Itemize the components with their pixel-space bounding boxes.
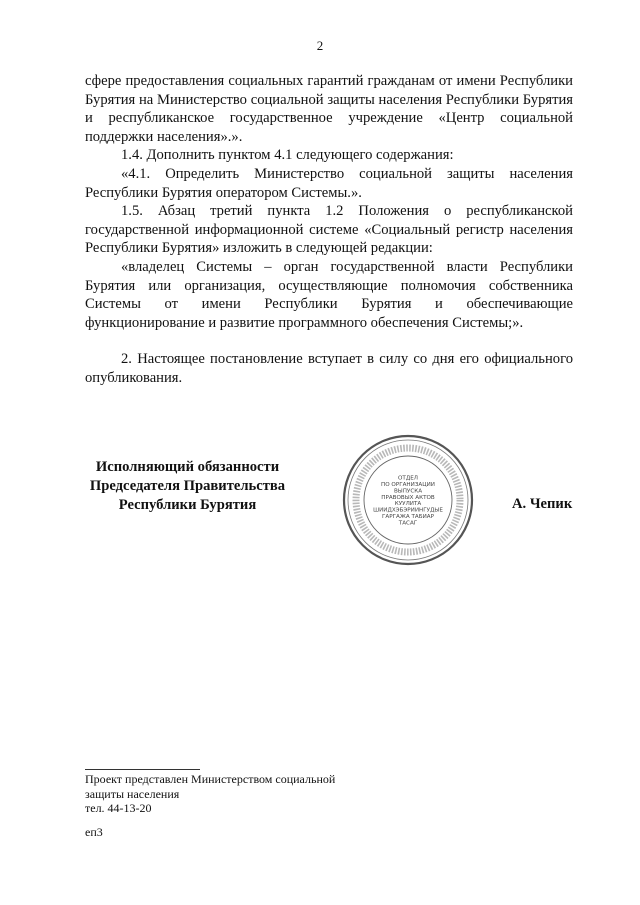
signer-name: А. Чепик xyxy=(512,496,573,512)
signature-position xyxy=(80,458,295,515)
body-paragraph: «владелец Системы – орган государственной власти Республики Бурятия или организация, осуществляющие полномочия собственника Системы от имени Республики Бурятия и обеспечивающие функционирование и развитие программного обеспечения Системы;». xyxy=(85,258,573,331)
stamp-text-line: ПО ОРГАНИЗАЦИИ xyxy=(381,482,435,488)
stamp-text-line: ОТДЕЛ xyxy=(398,475,418,482)
page-number: 2 xyxy=(316,38,324,53)
official-seal-stamp xyxy=(340,432,476,568)
stamp-text-line: ВЫПУСКА xyxy=(393,488,423,495)
signature-position-line: Исполняющий обязанности xyxy=(95,459,280,475)
body-paragraph: сфере предоставления социальных гарантий гражданам от имени Республики Бурятия на Министерство социальной защиты населения Республики Бурятия и республиканское государственное учреждение «Центр социальной поддержки населения».». xyxy=(85,73,573,145)
body-paragraph: 1.4. Дополнить пунктом 4.1 следующего содержания: xyxy=(121,147,454,164)
stamp-text-line: ТАСАГ xyxy=(398,520,418,527)
body-paragraph: 2. Настоящее постановление вступает в силу со дня его официального опубликования. xyxy=(85,351,573,386)
document-code: еп3 xyxy=(85,824,103,839)
signature-position-line: Председателя Правительства xyxy=(89,478,286,494)
body-paragraph: «4.1. Определить Министерство социальной защиты населения Республики Бурятия оператором Системы.». xyxy=(85,165,573,201)
footnote-line: Проект представлен Министерством социальной xyxy=(85,772,336,786)
stamp-text-line: КУУЛИТА xyxy=(394,501,422,508)
document-body xyxy=(85,72,573,388)
stamp-text-line: ПРАВОВЫХ АКТОВ xyxy=(381,494,435,501)
stamp-text-line: ГАРГАЖА ТАБИАР xyxy=(382,514,434,520)
stamp-text-line: ШИИДХЭБЭРИИНГУДЫЕ xyxy=(373,507,443,514)
signature-position-line: Республики Бурятия xyxy=(118,497,257,513)
footnote xyxy=(85,772,335,839)
seal-icon xyxy=(340,432,476,568)
footnote-divider xyxy=(85,769,200,770)
footnote-line: защиты населения xyxy=(85,786,180,801)
footnote-line: тел. 44-13-20 xyxy=(85,801,152,815)
body-paragraph: 1.5. Абзац третий пункта 1.2 Положения о республиканской государственной информационной системе «Социальный регистр населения Республики Бурятия» изложить в следующей редакции: xyxy=(85,203,573,257)
